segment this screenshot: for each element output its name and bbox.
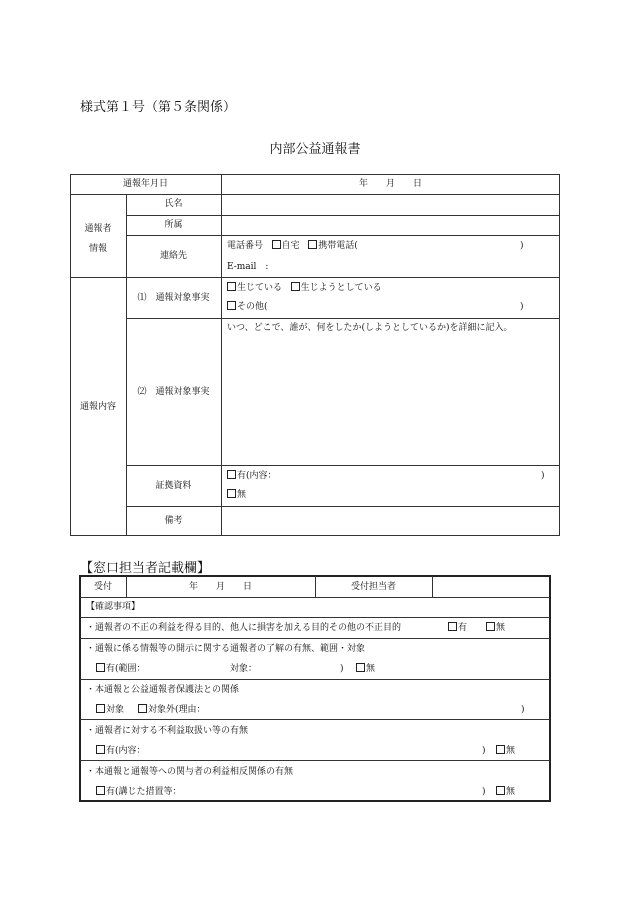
receiver-label: 受付担当者 [350, 582, 396, 592]
item5-text: ・本通報と通報等への関与者の利益相反関係の有無 [86, 767, 294, 777]
item4-no: 無 [496, 745, 515, 757]
fact2-instruction: いつ、どこで、誰が、何をしたか(しようとしているか)を詳細に記入。 [227, 323, 513, 333]
reporter-info-group-label: 通報者 情報 [84, 224, 112, 254]
fact1-other: その他( [227, 301, 268, 313]
item2-yes: 有(範囲： [96, 663, 146, 675]
item5-paren-close: ) [482, 787, 486, 797]
fact2-label: ⑵ 通報対象事実 [137, 387, 210, 397]
checkbox-item2-yes[interactable] [96, 663, 105, 672]
item1-text: ・通報者の不正の利益を得る目的、他人に損害を加える目的その他の不正目的 [86, 623, 402, 633]
item4-paren-close: ) [482, 746, 486, 756]
fact1-paren-close: ) [520, 302, 524, 312]
checkbox-home[interactable] [272, 240, 281, 249]
fact1-label: ⑴ 通報対象事実 [137, 293, 210, 303]
item5-yes: 有(講じた措置等： [96, 786, 182, 798]
remarks-field[interactable] [221, 507, 560, 536]
item3-paren-close: ) [521, 705, 525, 715]
phone-line: 電話番号 自宅 携帯電話( [227, 241, 358, 251]
checkbox-item3-nontarget[interactable] [138, 704, 147, 713]
confirm-heading: 【確認事項】 [86, 602, 141, 612]
checkbox-item1-no[interactable] [486, 622, 495, 631]
item1-yes: 有 [448, 622, 467, 634]
item2-text: ・通報に係る情報等の開示に関する通報者の了解の有無、範囲・対象 [86, 644, 366, 654]
item2-paren-close: ) [340, 664, 344, 674]
department-label: 所属 [164, 220, 183, 230]
item4-yes: 有(内容： [96, 745, 146, 757]
item1-no: 無 [486, 622, 505, 634]
checkbox-item5-no[interactable] [496, 786, 505, 795]
clerk-section-title: 【窓口担当者記載欄】 [80, 561, 211, 576]
item3-target: 対象 [96, 704, 124, 716]
name-field[interactable] [221, 195, 560, 215]
checkbox-mobile[interactable] [308, 240, 317, 249]
evidence-yes: 有(内容： [227, 470, 277, 482]
received-date[interactable]: 年 月 日 [188, 582, 252, 592]
email-line[interactable]: E-mail : [227, 262, 269, 272]
name-label: 氏名 [164, 199, 183, 209]
item2-target: 対象： [230, 664, 258, 674]
report-date-label: 通報年月日 [122, 179, 168, 189]
item3-nontarget: 対象外(理由： [138, 704, 206, 716]
received-label: 受付 [93, 582, 112, 592]
checkbox-about-to-occur[interactable] [291, 282, 300, 291]
checkbox-occurring[interactable] [227, 282, 236, 291]
checkbox-item5-yes[interactable] [96, 786, 105, 795]
report-date-value[interactable]: 年 月 日 [358, 179, 422, 189]
department-field[interactable] [221, 216, 560, 235]
phone-paren-close: ) [520, 241, 524, 251]
form-number: 様式第１号（第５条関係） [80, 100, 237, 115]
checkbox-item4-no[interactable] [496, 745, 505, 754]
fact2-details-field[interactable] [221, 336, 560, 465]
checkbox-item2-no[interactable] [356, 663, 365, 672]
item4-text: ・通報者に対する不利益取扱い等の有無 [86, 726, 249, 736]
evidence-label: 証拠資料 [155, 481, 192, 491]
checkbox-item3-target[interactable] [96, 704, 105, 713]
report-content-group-label: 通報内容 [79, 402, 116, 412]
fact1-options: 生じている 生じようとしている [227, 282, 382, 294]
receiver-field[interactable] [432, 578, 550, 597]
item5-no: 無 [496, 786, 515, 798]
evidence-no: 無 [227, 489, 246, 501]
checkbox-other[interactable] [227, 301, 236, 310]
contact-label: 連絡先 [159, 251, 187, 261]
evidence-paren-close: ) [541, 471, 545, 481]
item3-text: ・本通報と公益通報者保護法との関係 [86, 685, 240, 695]
remarks-label: 備考 [164, 516, 183, 526]
checkbox-evidence-no[interactable] [227, 489, 236, 498]
checkbox-item1-yes[interactable] [448, 622, 457, 631]
item2-no: 無 [356, 663, 375, 675]
checkbox-item4-yes[interactable] [96, 745, 105, 754]
checkbox-evidence-yes[interactable] [227, 470, 236, 479]
document-title: 内部公益通報書 [269, 142, 361, 157]
